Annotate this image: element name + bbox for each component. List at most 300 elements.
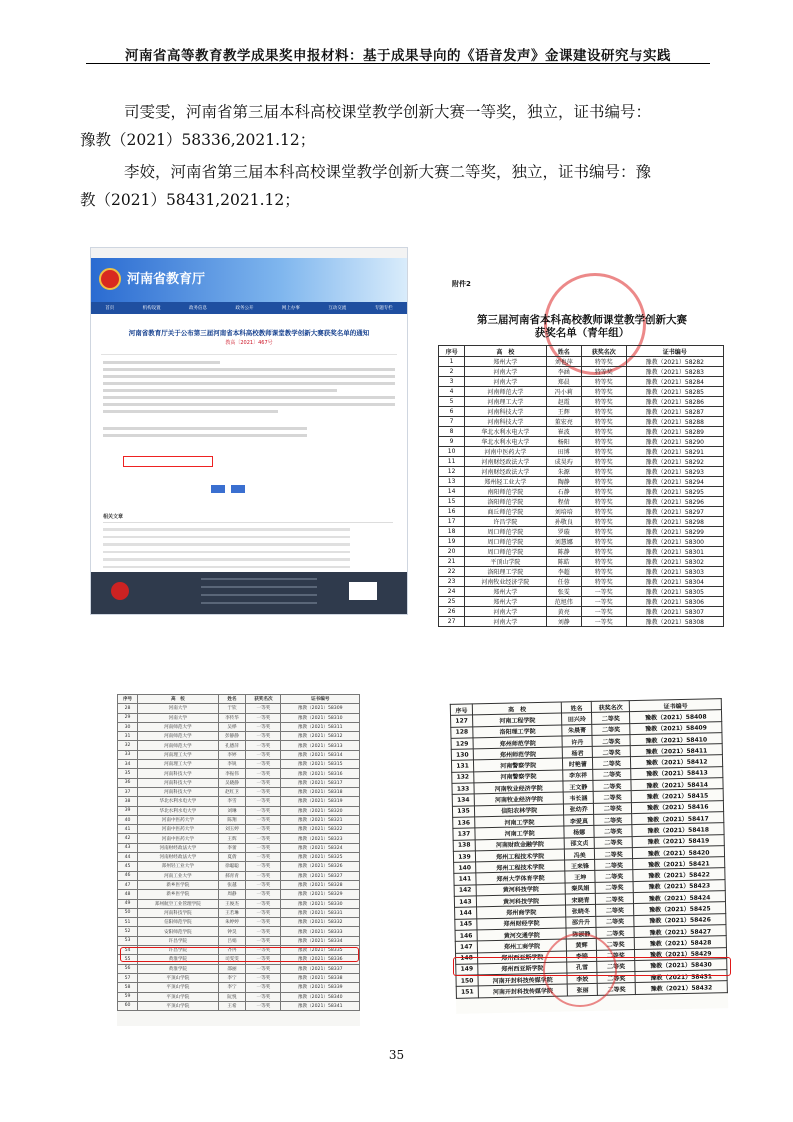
table-cell: 特等奖 — [582, 567, 627, 577]
table-cell: 豫教（2021）58333 — [281, 927, 360, 936]
table-cell: 田博 — [546, 447, 581, 457]
table-cell: 特等奖 — [582, 447, 627, 457]
table-cell: 任蓉 — [546, 577, 581, 587]
table-cell: 河南财经政法大学 — [465, 467, 546, 477]
table-cell: 一等奖 — [246, 964, 281, 973]
nav-item: 机构设置 — [142, 306, 161, 311]
table-cell: 河南大学 — [138, 704, 219, 713]
table-cell: 豫教（2021）58412 — [631, 755, 723, 768]
table-row — [118, 834, 360, 843]
table-cell: 郑州大学 — [465, 357, 546, 367]
table-cell: 55 — [118, 955, 138, 964]
table-cell: 特等奖 — [582, 357, 627, 367]
table-cell: 10 — [439, 447, 465, 457]
table-cell: 豫教（2021）58309 — [281, 704, 360, 713]
appendix-label: 附件2 — [452, 280, 471, 288]
table-cell: 一等奖 — [246, 899, 281, 908]
table-cell: 5 — [439, 397, 465, 407]
table-row — [439, 587, 724, 597]
column-header: 获奖名次 — [246, 695, 281, 704]
table-cell: 李超 — [546, 567, 581, 577]
table-cell: 黄淮学院 — [138, 964, 219, 973]
table-cell: 刘琳 — [218, 806, 246, 815]
related-label: 相关文章 — [103, 513, 393, 523]
table-cell: 豫教（2021）58416 — [632, 800, 724, 813]
table-cell: 128 — [451, 726, 473, 738]
table-cell: 河南工学院 — [475, 815, 565, 828]
award-list-photo — [432, 253, 732, 633]
table-cell: 华北水利水电大学 — [138, 797, 219, 806]
website-screenshot — [90, 247, 408, 615]
table-cell: 4 — [439, 387, 465, 397]
table-cell: 王辉 — [546, 407, 581, 417]
table-cell: 特等奖 — [582, 507, 627, 517]
table-cell: 陈淑静 — [566, 927, 596, 939]
paragraph-2-line1: 李姣，河南省第三届本科高校课堂教学创新大赛二等奖，独立，证书编号：豫 — [124, 163, 652, 181]
table-cell: 豫教（2021）58320 — [281, 806, 360, 815]
column-header: 序号 — [450, 704, 472, 716]
table-cell: 二等奖 — [594, 836, 633, 848]
table-cell: 王俊杰 — [218, 899, 246, 908]
table-row — [118, 825, 360, 834]
table-cell: 豫教（2021）58291 — [626, 447, 723, 457]
table-cell: 18 — [439, 527, 465, 537]
table-cell: 147 — [455, 941, 477, 953]
table-header-row — [118, 695, 360, 704]
table-row — [439, 407, 724, 417]
table-cell: 二等奖 — [593, 791, 632, 803]
table-cell: 秦凤娟 — [565, 882, 595, 894]
table-cell: 二等奖 — [593, 768, 632, 780]
table-cell: 徐聪聪 — [218, 862, 246, 871]
table-cell: 豫教（2021）58323 — [281, 834, 360, 843]
table-cell: 河南牧业经济学院 — [465, 577, 546, 587]
table-cell: 52 — [118, 927, 138, 936]
table-cell: 河南科技大学 — [138, 778, 219, 787]
table-cell: 河南师范大学 — [465, 387, 546, 397]
table-cell: 吴桦 — [218, 722, 246, 731]
paragraph-1-line2: 豫教（2021）58336,2021.12； — [80, 131, 316, 149]
table-cell: 邵升升 — [566, 916, 596, 928]
table-cell: 周静 — [218, 890, 246, 899]
table-cell: 河南大学 — [465, 617, 546, 627]
table-cell: 豫教（2021）58325 — [281, 853, 360, 862]
table-cell: 王坤 — [565, 871, 595, 883]
website-body-text — [103, 361, 395, 437]
table-cell: 郑州财经学院 — [477, 917, 567, 930]
table-cell: 38 — [118, 797, 138, 806]
table-cell: 一等奖 — [246, 787, 281, 796]
table-cell: 23 — [439, 577, 465, 587]
table-cell: 特等奖 — [582, 557, 627, 567]
column-header: 姓名 — [546, 346, 581, 357]
table-row — [118, 722, 360, 731]
table-cell: 一等奖 — [246, 843, 281, 852]
table-cell: 12 — [439, 467, 465, 477]
table-cell: 平顶山学院 — [138, 973, 219, 982]
table-cell: 刘也萍 — [546, 357, 581, 367]
table-cell: 特等奖 — [582, 457, 627, 467]
table-row — [439, 397, 724, 407]
table-cell: 李锦 — [567, 950, 597, 962]
table-cell: 豫教（2021）58417 — [632, 812, 724, 825]
table-row — [439, 377, 724, 387]
table-cell: 郝青青 — [218, 871, 246, 880]
table-cell: 146 — [455, 930, 477, 942]
paragraph-1-line1: 司雯雯，河南省第三届本科高校课堂教学创新大赛一等奖，独立，证书编号： — [124, 103, 652, 121]
table-cell: 2 — [439, 367, 465, 377]
table-cell: 一等奖 — [246, 936, 281, 945]
table-cell: 许昌学院 — [138, 946, 219, 955]
table-cell: 河南大学 — [138, 713, 219, 722]
table-cell: 特等奖 — [582, 517, 627, 527]
table-cell: 35 — [118, 769, 138, 778]
table-cell: 豫教（2021）58418 — [632, 823, 724, 836]
table-cell: 28 — [118, 704, 138, 713]
table-cell: 豫教（2021）58339 — [281, 983, 360, 992]
table-cell: 豫教（2021）58328 — [281, 880, 360, 889]
table-cell: 豫教（2021）58429 — [635, 947, 727, 960]
table-cell: 杨娜 — [564, 826, 594, 838]
table-cell: 138 — [453, 839, 475, 851]
table-cell: 豫教（2021）58431 — [635, 970, 727, 983]
table-cell: 张晓冬 — [566, 905, 596, 917]
table-cell: 33 — [118, 750, 138, 759]
table-cell: 豫教（2021）58335 — [281, 946, 360, 955]
paragraph-2-line2: 教（2021）58431,2021.12； — [80, 191, 300, 209]
table-row — [118, 973, 360, 982]
table-cell: 二等奖 — [596, 938, 635, 950]
table-cell: 韦长涵 — [564, 792, 594, 804]
table-row — [439, 437, 724, 447]
paragraph-2 — [80, 158, 710, 214]
highlight-box-lijiao — [453, 957, 731, 976]
table-cell: 豫教（2021）58413 — [631, 766, 723, 779]
website-doc-number: 教高〔2021〕467号 — [225, 340, 273, 346]
table-cell: 河南开封科技传媒学院 — [478, 973, 568, 986]
table-cell: 豫教（2021）58332 — [281, 918, 360, 927]
table-cell: 二等奖 — [595, 859, 634, 871]
table-row — [439, 467, 724, 477]
award-table-2 — [117, 694, 360, 1011]
table-cell: 特等奖 — [582, 377, 627, 387]
table-cell: 1 — [439, 357, 465, 367]
column-header: 序号 — [118, 695, 138, 704]
table-cell: 黄河科技学院 — [476, 883, 566, 896]
table-cell: 陈翔 — [218, 815, 246, 824]
table-cell: 二等奖 — [593, 780, 632, 792]
award-table — [438, 345, 724, 627]
table-cell: 130 — [451, 749, 473, 761]
table-cell: 河南大学 — [465, 367, 546, 377]
paragraph-1 — [80, 98, 710, 154]
table-cell: 特等奖 — [582, 547, 627, 557]
table-cell: 150 — [456, 975, 478, 987]
table-row — [118, 778, 360, 787]
table-row — [118, 890, 360, 899]
table-cell: 孔德萍 — [218, 741, 246, 750]
table-cell: 二等奖 — [594, 814, 633, 826]
award-list-photo-3 — [433, 695, 731, 1025]
table-cell: 二等奖 — [595, 870, 634, 882]
table-cell: 20 — [439, 547, 465, 557]
table-cell: 129 — [451, 738, 473, 750]
award-list-title — [432, 314, 732, 340]
table-cell: 豫教（2021）58338 — [281, 973, 360, 982]
table-cell: 豫教（2021）58307 — [626, 607, 723, 617]
table-cell: 豫教（2021）58321 — [281, 815, 360, 824]
table-cell: 豫教（2021）58424 — [634, 891, 726, 904]
column-header: 证书编号 — [281, 695, 360, 704]
table-cell: 一等奖 — [246, 769, 281, 778]
table-row — [118, 787, 360, 796]
table-cell: 27 — [439, 617, 465, 627]
table-cell: 豫教（2021）58298 — [626, 517, 723, 527]
website-topbar — [91, 248, 407, 258]
table-cell: 46 — [118, 871, 138, 880]
table-cell: 豫教（2021）58341 — [281, 1001, 360, 1010]
table-cell: 豫教（2021）58286 — [626, 397, 723, 407]
table-cell: 特等奖 — [582, 437, 627, 447]
table-cell: 11 — [439, 457, 465, 467]
table-cell: 许昌学院 — [465, 517, 546, 527]
header-rule — [86, 63, 710, 64]
table-cell: 22 — [439, 567, 465, 577]
table-cell: 河南理工大学 — [465, 397, 546, 407]
table-cell: 王辉 — [218, 834, 246, 843]
table-cell: 豫教（2021）58305 — [626, 587, 723, 597]
table-cell: 特等奖 — [582, 417, 627, 427]
table-header-row — [439, 346, 724, 357]
table-cell: 陈皓 — [546, 557, 581, 567]
table-cell: 郑州大学体育学院 — [476, 871, 566, 884]
table-cell: 刘玉婷 — [218, 825, 246, 834]
table-cell: 田兴玲 — [562, 713, 592, 725]
table-cell: 河南理工大学 — [138, 750, 219, 759]
table-cell: 豫教（2021）58282 — [626, 357, 723, 367]
table-cell: 一等奖 — [246, 815, 281, 824]
table-cell: 二等奖 — [597, 960, 636, 972]
table-cell: 一等奖 — [246, 862, 281, 871]
table-cell: 豫教（2021）58421 — [633, 857, 725, 870]
table-cell: 二等奖 — [596, 915, 635, 927]
table-cell: 宋晓青 — [566, 893, 596, 905]
table-cell: 李振伟 — [218, 769, 246, 778]
table-cell: 河南大学 — [465, 377, 546, 387]
table-cell: 137 — [453, 828, 475, 840]
table-cell: 郑州西亚斯学院 — [478, 962, 568, 975]
table-cell: 一等奖 — [246, 760, 281, 769]
table-cell: 河南科技大学 — [465, 417, 546, 427]
table-cell: 一等奖 — [246, 741, 281, 750]
table-cell: 豫教（2021）58289 — [626, 427, 723, 437]
table-row — [439, 357, 724, 367]
award-list-title-line2: 获奖名单（青年组） — [534, 327, 630, 339]
table-cell: 一等奖 — [246, 908, 281, 917]
table-cell: 56 — [118, 964, 138, 973]
table-cell: 149 — [456, 964, 478, 976]
table-cell: 华北水利水电大学 — [138, 806, 219, 815]
table-cell: 豫教（2021）58302 — [626, 557, 723, 567]
table-cell: 豫教（2021）58290 — [626, 437, 723, 447]
table-cell: 王来锋 — [565, 860, 595, 872]
table-cell: 二等奖 — [592, 723, 631, 735]
table-cell: 豫教（2021）58316 — [281, 769, 360, 778]
table-cell: 信阳师范学院 — [138, 918, 219, 927]
table-row — [118, 732, 360, 741]
table-cell: 豫教（2021）58425 — [634, 902, 726, 915]
table-cell: 赵红卫 — [218, 787, 246, 796]
table-cell: 豫教（2021）58287 — [626, 407, 723, 417]
table-cell: 特等奖 — [582, 537, 627, 547]
table-cell: 邵丽 — [218, 964, 246, 973]
table-cell: 143 — [454, 896, 476, 908]
table-row — [118, 853, 360, 862]
column-header: 获奖名次 — [582, 346, 627, 357]
table-cell: 新乡医学院 — [138, 890, 219, 899]
table-cell: 郑州西亚斯学院 — [478, 951, 568, 964]
table-cell: 郑晨 — [546, 377, 581, 387]
table-cell: 张越 — [218, 880, 246, 889]
table-cell: 周口师范学院 — [465, 547, 546, 557]
table-cell: 河南财经政法大学 — [138, 843, 219, 852]
table-cell: 145 — [455, 919, 477, 931]
column-header: 姓名 — [218, 695, 246, 704]
table-row — [439, 507, 724, 517]
table-cell: 河南中医药大学 — [465, 447, 546, 457]
table-cell: 平顶山学院 — [465, 557, 546, 567]
table-row — [118, 862, 360, 871]
table-cell: 周口师范学院 — [465, 527, 546, 537]
table-cell: 一等奖 — [246, 722, 281, 731]
table-cell: 135 — [452, 806, 474, 818]
table-cell: 崔波 — [546, 427, 581, 437]
table-cell: 42 — [118, 834, 138, 843]
table-row — [439, 487, 724, 497]
table-cell: 豫教（2021）58330 — [281, 899, 360, 908]
table-row — [439, 527, 724, 537]
table-cell: 141 — [454, 873, 476, 885]
table-cell: 一等奖 — [246, 955, 281, 964]
table-cell: 一等奖 — [582, 617, 627, 627]
table-cell: 豫教（2021）58313 — [281, 741, 360, 750]
table-cell: 24 — [439, 587, 465, 597]
table-cell: 新乡医学院 — [138, 880, 219, 889]
table-cell: 河南工学院 — [475, 826, 565, 839]
table-cell: 河南警察学院 — [474, 770, 564, 783]
table-cell: 36 — [118, 778, 138, 787]
table-cell: 河南大学 — [465, 607, 546, 617]
table-cell: 朱婷婷 — [218, 918, 246, 927]
column-header: 姓名 — [562, 701, 592, 713]
table-cell: 二等奖 — [594, 802, 633, 814]
table-cell: 黄淮学院 — [138, 955, 219, 964]
table-cell: 河南工业大学 — [138, 871, 219, 880]
table-cell: 142 — [454, 885, 476, 897]
table-cell: 一等奖 — [246, 871, 281, 880]
website-banner — [91, 258, 407, 302]
table-cell: 41 — [118, 825, 138, 834]
table-cell: 华北水利水电大学 — [465, 437, 546, 447]
table-cell: 孔雪 — [567, 961, 597, 973]
table-cell: 豫教（2021）58301 — [626, 547, 723, 557]
table-cell: 黄河科技学院 — [476, 894, 566, 907]
table-cell: 豫教（2021）58318 — [281, 787, 360, 796]
table-cell: 19 — [439, 537, 465, 547]
table-cell: 豫教（2021）58415 — [632, 789, 724, 802]
table-cell: 一等奖 — [582, 587, 627, 597]
table-cell: 张雯 — [546, 587, 581, 597]
table-cell: 豫教（2021）58420 — [633, 846, 725, 859]
table-cell: 李锐 — [218, 760, 246, 769]
table-cell: 河南师范大学 — [138, 741, 219, 750]
table-cell: 豫教（2021）58430 — [635, 958, 727, 971]
table-cell: 刘培培 — [546, 507, 581, 517]
highlight-box-siwenwen — [120, 947, 359, 962]
table-cell: 于钦 — [218, 704, 246, 713]
table-cell: 豫教（2021）58310 — [281, 713, 360, 722]
table-cell: 豫教（2021）58311 — [281, 722, 360, 731]
table-cell: 32 — [118, 741, 138, 750]
table-row — [439, 367, 724, 377]
table-row — [439, 497, 724, 507]
table-cell: 杨阳 — [546, 437, 581, 447]
table-cell: 豫教（2021）58408 — [630, 710, 722, 723]
table-cell: 豫教（2021）58312 — [281, 732, 360, 741]
table-cell: 河南警察学院 — [473, 759, 563, 772]
table-cell: 48 — [118, 890, 138, 899]
table-cell: 冯美 — [565, 848, 595, 860]
award-list-photo-2 — [117, 694, 360, 1026]
website-nav — [91, 302, 407, 314]
table-cell: 齐冉 — [218, 946, 246, 955]
table-cell: 二等奖 — [597, 949, 636, 961]
table-cell: 李宁 — [218, 973, 246, 982]
table-cell: 39 — [118, 806, 138, 815]
table-cell: 朱晨菁 — [562, 724, 592, 736]
website-meta — [101, 346, 397, 355]
table-cell: 河南科技大学 — [138, 787, 219, 796]
table-row — [439, 547, 724, 557]
table-cell: 17 — [439, 517, 465, 527]
table-cell: 二等奖 — [593, 757, 632, 769]
table-row — [118, 918, 360, 927]
table-cell: 王若琳 — [218, 908, 246, 917]
table-cell: 李东祥 — [563, 769, 593, 781]
table-cell: 50 — [118, 908, 138, 917]
table-cell: 30 — [118, 722, 138, 731]
table-cell: 平顶山学院 — [138, 983, 219, 992]
table-cell: 14 — [439, 487, 465, 497]
website-breadcrumb — [91, 314, 407, 322]
table-cell: 一等奖 — [246, 713, 281, 722]
table-cell: 陶静 — [546, 477, 581, 487]
table-cell: 周口师范学院 — [465, 537, 546, 547]
nav-item: 网上办事 — [281, 306, 300, 311]
table-cell: 3 — [439, 377, 465, 387]
table-cell: 李婷 — [218, 750, 246, 759]
table-cell: 豫教（2021）58410 — [630, 733, 722, 746]
table-cell: 132 — [452, 772, 474, 784]
table-cell: 李爱真 — [564, 814, 594, 826]
table-cell: 特等奖 — [582, 487, 627, 497]
website-footer — [91, 572, 407, 614]
table-cell: 豫教（2021）58432 — [636, 981, 728, 994]
website-related — [103, 513, 393, 573]
table-cell: 豫教（2021）58314 — [281, 750, 360, 759]
website-article-title: 河南省教育厅关于公布第三届河南省本科高校教师课堂教学创新大赛获奖名单的通知 — [128, 329, 370, 337]
table-cell: 河南开封科技传媒学院 — [478, 984, 568, 997]
